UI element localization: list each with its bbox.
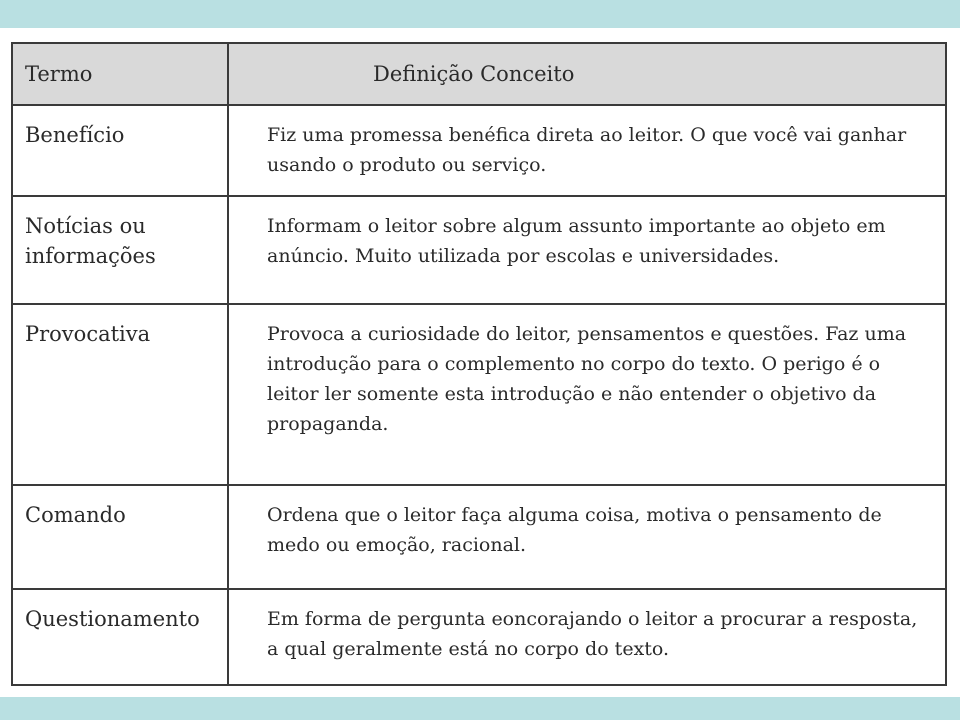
definition-cell: Ordena que o leitor faça alguma coisa, motiva o pensamento de medo ou emoção, racional. xyxy=(228,485,946,589)
table-row xyxy=(12,485,946,589)
table-row xyxy=(12,196,946,304)
term-cell: Notícias ou informações xyxy=(12,196,228,304)
table-row xyxy=(12,105,946,196)
table-row xyxy=(12,589,946,685)
definition-cell: Provoca a curiosidade do leitor, pensamentos e questões. Faz uma introdução para o complemento no corpo do texto. O perigo é o leitor ler somente esta introdução e não entender o objetivo da propaganda. xyxy=(228,304,946,485)
header-definition: Definição Conceito xyxy=(228,43,946,105)
term-cell: Benefício xyxy=(12,105,228,196)
header-term: Termo xyxy=(12,43,228,105)
definition-cell: Fiz uma promessa benéfica direta ao leitor. O que você vai ganhar usando o produto ou serviço. xyxy=(228,105,946,196)
definition-cell: Em forma de pergunta eoncorajando o leitor a procurar a resposta, a qual geralmente está no corpo do texto. xyxy=(228,589,946,685)
table-row xyxy=(12,304,946,485)
top-band xyxy=(0,0,960,28)
table-header-row xyxy=(12,43,946,105)
term-cell: Comando xyxy=(12,485,228,589)
definitions-table xyxy=(11,42,947,686)
term-cell: Provocativa xyxy=(12,304,228,485)
slide-content xyxy=(0,28,960,697)
term-cell: Questionamento xyxy=(12,589,228,685)
definition-cell: Informam o leitor sobre algum assunto importante ao objeto em anúncio. Muito utilizada por escolas e universidades. xyxy=(228,196,946,304)
bottom-band xyxy=(0,697,960,720)
